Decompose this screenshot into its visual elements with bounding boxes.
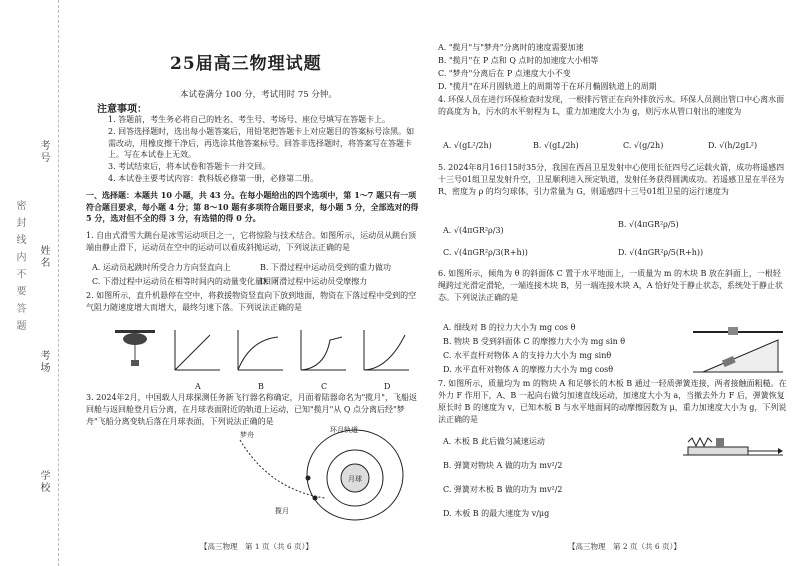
q2-label-a: A bbox=[195, 382, 201, 391]
question-1-stem: 1. 自由式滑雪大跳台是冰雪运动项目之一，它将惊险与技术结合。如图所示，运动员从跳台顶端由静止滑下，运动员在空中的运动可以看成斜抛运动，下列说法正确的是 bbox=[86, 231, 417, 252]
xingming-label: 姓名 bbox=[38, 245, 49, 269]
q3-option-a: A. "揽月"与"梦舟"分离时的速度需要加速 bbox=[438, 43, 584, 52]
page-two bbox=[438, 0, 790, 566]
q4-option-a: A. √(gL²/2h) bbox=[443, 141, 492, 150]
q7-option-c: C. 弹簧对木板 B 做的功为 mv²/2 bbox=[443, 485, 563, 494]
question-6-stem: 6. 如图所示，倾角为 θ 的斜面体 C 置于水平地面上，一质量为 m 的木块 B 放在斜面上，一根轻绳跨过光滑定滑轮，一端连接木块 B，另一端连接木块 A，A 恰好处于静止状态，系统处于静止状态。下列说法正确的是 bbox=[438, 269, 784, 302]
label-lanyue: 揽月 bbox=[275, 507, 289, 515]
notice-item-4: 4. 本试卷主要考试内容：教科版必修第一册，必修第二册。 bbox=[108, 174, 319, 183]
q5-option-c: C. √(4πGR²ρ/3(R+h)) bbox=[443, 248, 528, 257]
orbit-figure bbox=[230, 420, 415, 525]
question-4-stem: 4. 环保人员在进行环保检查时发现，一根排污管正在向外排放污水。环保人员测出管口中心离水面的高度为 h，污水的水平射程为 L，重力加速度大小为 g，则污水从管口射出的速度为 bbox=[438, 95, 785, 116]
notice-item-1: 1. 答题前，考生务必将自己的姓名、考生号、考场号、座位号填写在答题卡上。 bbox=[108, 115, 391, 124]
q3-option-c: C. "梦舟"分离后在 P 点速度大小不变 bbox=[438, 69, 571, 78]
q2-label-c: C bbox=[321, 382, 328, 391]
kaohao-label: 考号 bbox=[38, 140, 49, 164]
q5-option-d: D. √(4πGR²ρ/5(R+h)) bbox=[618, 248, 704, 257]
q1-option-c: C. 下滑过程中运动员在相等时间内的动量变化量相同 bbox=[92, 277, 279, 286]
q4-option-b: B. √(gL/2h) bbox=[533, 141, 579, 150]
left-footer: 【高三物理 第 1 页（共 6 页）】 bbox=[200, 542, 313, 551]
q6-option-d: D. 水平直杆对物体 A 的摩擦力大小为 mg cosθ bbox=[443, 365, 614, 374]
q7-option-b: B. 弹簧对物块 A 做的功为 mv²/2 bbox=[443, 461, 563, 470]
q6-option-b: B. 物块 B 受到斜面体 C 的摩擦力大小为 mg sin θ bbox=[443, 337, 626, 346]
question-2-stem: 2. 如图所示，直升机悬停在空中，将救援物资竖直向下放到地面，物资在下落过程中受到的空气阻力随速度增大而增大，最终匀速下落。下列说法正确的是 bbox=[86, 291, 417, 312]
q4-option-d: D. √(h/2gL²) bbox=[708, 141, 758, 150]
notice-item-2: 2. 回答选择题时，选出每小题答案后，用铅笔把答题卡上对应题目的答案标号涂黑。如需改动，用橡皮擦干净后，再选涂其他答案标号。回答非选择题时，将答案写在答题卡上。写在本试卷上无效。 bbox=[108, 127, 415, 159]
q3-option-d: D. "揽月"在环月圆轨道上的周期等于在环月椭圆轨道上的周期 bbox=[438, 82, 657, 91]
xuexiao-label: 学校 bbox=[38, 470, 49, 494]
page-one bbox=[80, 0, 425, 566]
label-mengzhou: 梦舟 bbox=[240, 431, 254, 439]
q2-label-d: D bbox=[384, 382, 391, 391]
q7-option-d: D. 木板 B 的最大速度为 v/μg bbox=[443, 509, 550, 518]
right-footer: 【高三物理 第 2 页（共 6 页）】 bbox=[568, 542, 681, 551]
q6-option-c: C. 水平直杆对物体 A 的支持力大小为 mg sinθ bbox=[443, 351, 612, 360]
q2-graph-b bbox=[238, 330, 283, 370]
q6-option-a: A. 细线对 B 的拉力大小为 mg cos θ bbox=[443, 323, 576, 332]
q2-graph-c bbox=[301, 330, 346, 370]
q5-option-b: B. √(4πGR²ρ/5) bbox=[618, 220, 679, 229]
q2-graphs bbox=[170, 325, 420, 380]
kaochang-label: 考场 bbox=[38, 350, 49, 374]
label-huanyue: 环月轨道 bbox=[330, 426, 358, 434]
label-moon: 月球 bbox=[348, 475, 362, 483]
q2-label-b: B bbox=[258, 382, 264, 391]
q1-option-a: A. 运动员起跳时所受合力方向竖直向上 bbox=[92, 263, 231, 272]
notice-item-3: 3. 考试结束后，将本试卷和答题卡一并交回。 bbox=[108, 162, 271, 171]
question-3-stem: 3. 2024年2月，中国载人月球探测任务新飞行器名称确定，月面着陆器命名为"揽月"，飞船返回舱与返回舱登月后分离，在月球表面附近的轨道上运动，已知"揽月"从 Q 点分离后经"梦舟"飞船分离变轨后落在月球表面，下列说法正确的是 bbox=[86, 393, 417, 426]
q1-option-b: B. 下滑过程中运动员受到的重力做功 bbox=[260, 263, 391, 272]
q2-graph-d bbox=[364, 330, 409, 370]
q1-option-d: D. 下滑过程中运动员受摩擦力 bbox=[260, 277, 368, 286]
q7-option-a: A. 木板 B 此后做匀减速运动 bbox=[443, 437, 545, 446]
incline-figure bbox=[688, 322, 788, 377]
q4-option-c: C. √(g/2h) bbox=[623, 141, 664, 150]
exam-subtitle: 本试卷满分 100 分，考试用时 75 分钟。 bbox=[180, 90, 337, 100]
q3-option-b: B. "揽月"在 P 点和 Q 点时的加速度大小相等 bbox=[438, 56, 599, 65]
notice-heading: 注意事项： bbox=[97, 104, 147, 115]
seal-line-text: 密 封 线 内 不 要 答 题 bbox=[14, 200, 25, 333]
q5-option-a: A. √(4πGR²ρ/3) bbox=[443, 226, 504, 235]
section-one-heading: 一、选择题：本题共 10 小题，共 43 分。在每小题给出的四个选项中，第 1～7 题只有一项符合题目要求，每小题 4 分；第 8～10 题有多项符合题目要求，每小题 5 分，全部选对的得 5 分，选对但不全的得 3 分，有选错的得 0 分。 bbox=[86, 190, 419, 223]
spring-figure bbox=[683, 430, 788, 460]
q2-graph-a bbox=[175, 330, 220, 370]
page-title: 25届高三物理试题 bbox=[170, 54, 322, 74]
question-7-stem: 7. 如图所示，质量均为 m 的物块 A 和足够长的木板 B 通过一轻质弹簧连接，两者接触面粗糙。在外力 F 作用下，A、B 一起向右做匀加速直线运动，加速度大小为 a，当撤去外力 F 后，弹簧恢复原长时 B 的速度为 v，已知木板 B 与水平地面间的动摩擦因数为 μ，重力加速度大小为 g，下列说法正确的是 bbox=[438, 379, 787, 424]
binding-margin bbox=[0, 0, 59, 566]
helicopter-figure bbox=[110, 322, 165, 372]
question-5-stem: 5. 2024年8月16日15时35分，我国在西昌卫星发射中心使用长征四号乙运载火箭，成功将遥感四十三号01组卫星发射升空，卫星顺利进入预定轨道，发射任务获得圆满成功。若遥感卫星在半径为 R、密度为 ρ 的均匀球体，引力常量为 G，则遥感四十三号01组卫星的运行速度为 bbox=[438, 163, 785, 196]
